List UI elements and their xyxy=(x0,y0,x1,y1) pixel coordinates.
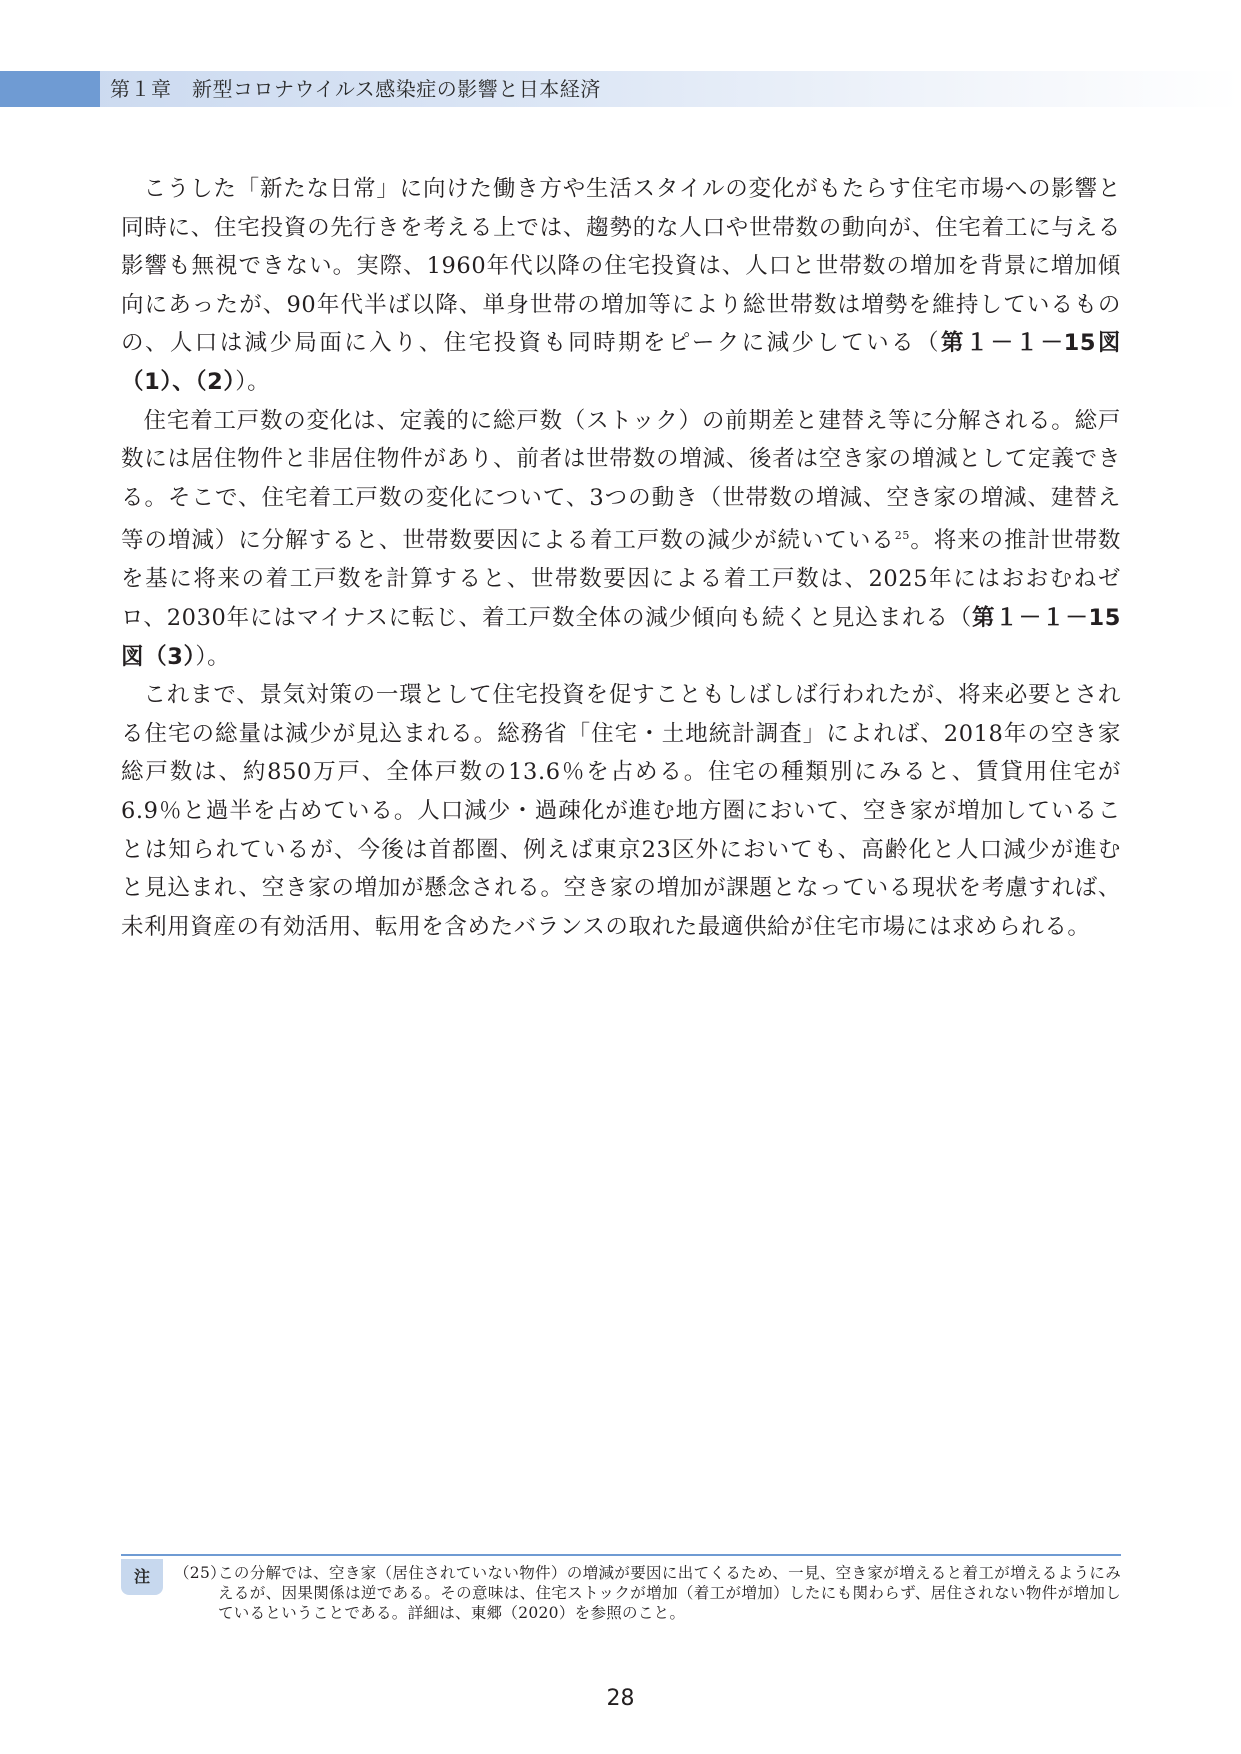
footnote-text: この分解では、空き家（居住されていない物件）の増減が要因に出てくるため、一見、空き家が増えると着工が増えるようにみえるが、因果関係は逆である。その意味は、住宅ストックが増加（着工が増加）したにも関わらず、居住されない物件が増加しているということである。詳細は、東郷（2020）を参照のこと。 xyxy=(218,1564,1121,1622)
paragraph-2-text: 住宅着工戸数の変化は、定義的に総戸数（ストック）の前期差と建替え等に分解される。総戸数には居住物件と非居住物件があり、前者は世帯数の増減、後者は空き家の増減として定義できる。そこで、住宅着工戸数の変化について、3つの動き（世帯数の増減、空き家の増減、建替え等の増減）に分解すると、世帯数要因による着工戸数の減少が続いている xyxy=(121,407,1121,554)
footnote-badge: 注 xyxy=(121,1559,163,1595)
paragraph-1-text: こうした「新たな日常」に向けた働き方や生活スタイルの変化がもたらす住宅市場への影響と同時に、住宅投資の先行きを考える上では、趨勢的な人口や世帯数の動向が、住宅着工に与える影響も無視できない。実際、1960年代以降の住宅投資は、人口と世帯数の増加を背景に増加傾向にあったが、90年代半ば以降、単身世帯の増加等により総世帯数は増勢を維持しているものの、人口は減少局面に入り、住宅投資も同時期をピークに減少している（ xyxy=(121,176,1121,357)
figure-reference: 第１－１－15図（1）、（2） xyxy=(121,330,1121,395)
paragraph-2-text-cont: 。将来の推計世帯数を基に将来の着工戸数を計算すると、世帯数要因による着工戸数は、2025年にはおおむねゼロ、2030年にはマイナスに転じ、着工戸数全体の減少傾向も続くと見込まれる（ xyxy=(121,527,1121,632)
paragraph-2 xyxy=(121,402,1121,677)
figure-reference: 第１－１－15図（3） xyxy=(121,605,1121,670)
paragraph-1-end: ）。 xyxy=(235,368,271,395)
chapter-header-tab xyxy=(0,71,100,107)
body-text xyxy=(121,170,1121,946)
page-number: 28 xyxy=(606,1686,635,1711)
chapter-title: 第１章 新型コロナウイルス感染症の影響と日本経済 xyxy=(110,77,601,101)
paragraph-3: これまで、景気対策の一環として住宅投資を促すこともしばしば行われたが、将来必要とされる住宅の総量は減少が見込まれる。総務省「住宅・土地統計調査」によれば、2018年の空き家総戸数は、約850万戸、全体戸数の13.6％を占める。住宅の種類別にみると、賃貸用住宅が6.9％と過半を占めている。人口減少・過疎化が進む地方圏において、空き家が増加していることは知られているが、今後は首都圏、例えば東京23区外においても、高齢化と人口減少が進むと見込まれ、空き家の増加が懸念される。空き家の増加が課題となっている現状を考慮すれば、未利用資産の有効活用、転用を含めたバランスの取れた最適供給が住宅市場には求められる。 xyxy=(121,682,1121,940)
paragraph-1 xyxy=(121,170,1121,402)
footnote-marker: 25 xyxy=(894,529,910,543)
paragraph-2-end: ）。 xyxy=(195,643,231,670)
footnote xyxy=(174,1563,1121,1623)
footnote-number: （25） xyxy=(174,1564,226,1582)
footnote-divider xyxy=(121,1554,1121,1556)
